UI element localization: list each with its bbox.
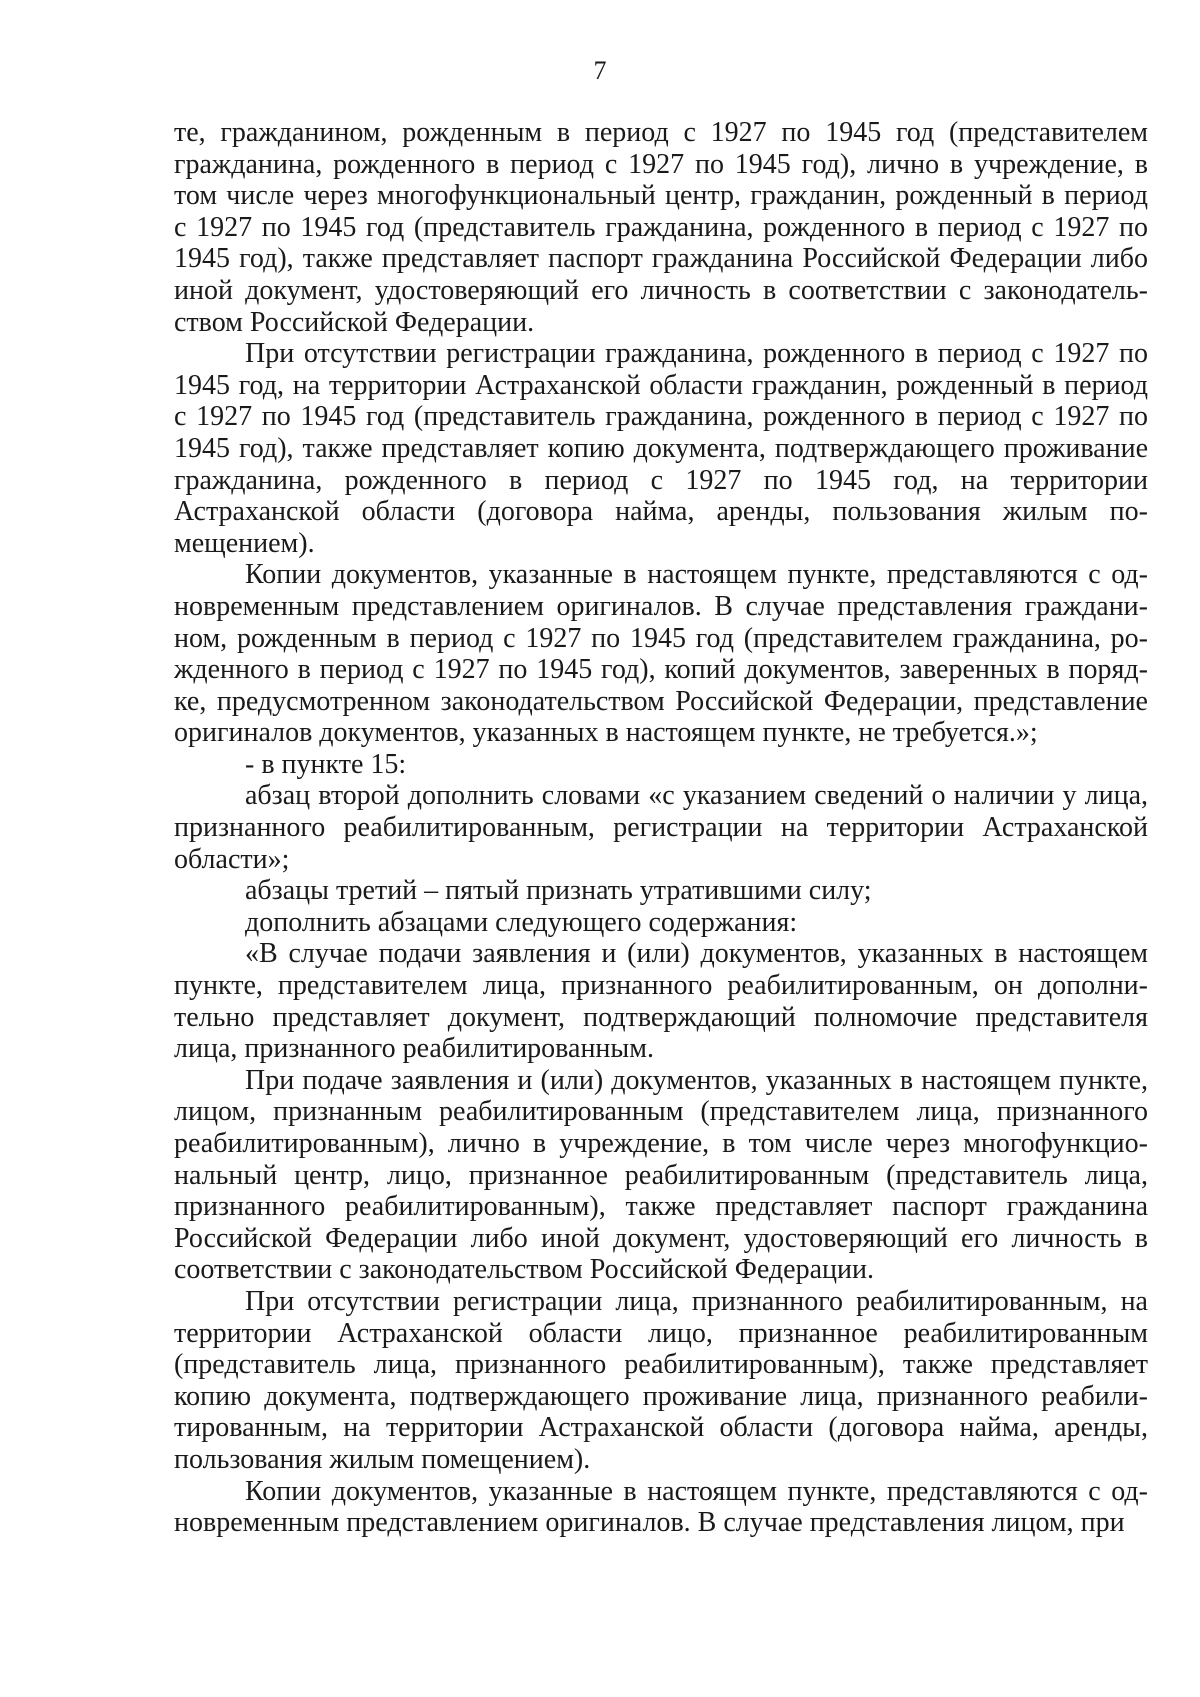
paragraph-second-abzac: абзац второй дополнить словами «с указанием сведений о наличии у лица, признанного реабилитированным, регистрации на территории Астраханской области»;	[174, 780, 1148, 875]
paragraph-abzacs-void: абзацы третий – пятый признать утратившими силу;	[245, 875, 872, 907]
paragraph-representative: «В случае подачи заявления и (или) документов, указанных в настоящем пункте, представителем лица, признанного реабилитированным, он дополнительно представляет документ, подтверждающий полномочие представителя лица, признанного реабилитированным.	[174, 938, 1148, 1065]
paragraph-supplement: дополнить абзацами следующего содержания:	[245, 906, 798, 938]
paragraph-continuation: те, гражданином, рожденным в период с 1927 по 1945 год (представителем гражданина, рожденного в период с 1927 по 1945 год), лично в учреждение, в том числе через многофункциональный центр, гражданин, рожденный в период с 1927 по 1945 год (представитель гражданина, рожденного в период с 1927 по 1945 год), также представляет паспорт гражданина Российской Федерации либо иной документ, удостоверяющий его личность в соответствии с законодательством Российской Федерации.	[174, 117, 1148, 338]
paragraph-point-15: - в пункте 15:	[245, 748, 407, 780]
paragraph-copies-final: Копии документов, указанные в настоящем пункте, представляются с одновременным представлением оригиналов. В случае представления лицом, при	[174, 1475, 1148, 1539]
page-number: 7	[593, 56, 607, 85]
paragraph-registration-absence: При отсутствии регистрации гражданина, рожденного в период с 1927 по 1945 год, на территории Астраханской области гражданин, рожденный в период с 1927 по 1945 год (представитель гражданина, рожденного в период с 1927 по 1945 год), также представляет копию документа, подтверждающего проживание гражданина, рожденного в период с 1927 по 1945 год, на территории Астраханской области (договора найма, аренды, пользования жилым помещением).	[174, 338, 1148, 559]
paragraph-document-copies: Копии документов, указанные в настоящем пункте, представляются с одновременным представлением оригиналов. В случае представления гражданином, рожденным в период с 1927 по 1945 год (представителем гражданина, рожденного в период с 1927 по 1945 год), копий документов, заверенных в порядке, предусмотренном законодательством Российской Федерации, представление оригиналов документов, указанных в настоящем пункте, не требуется.»;	[174, 559, 1148, 749]
paragraph-rehabilitated-registration: При отсутствии регистрации лица, признанного реабилитированным, на территории Астраханской области лицо, признанное реабилитированным (представитель лица, признанного реабилитированным), также представляет копию документа, подтверждающего проживание лица, признанного реабилитированным, на территории Астраханской области (договора найма, аренды, пользования жилым помещением).	[174, 1285, 1148, 1475]
paragraph-personal-submission: При подаче заявления и (или) документов, указанных в настоящем пункте, лицом, признанным реабилитированным (представителем лица, признанного реабилитированным), лично в учреждение, в том числе через многофункциональный центр, лицо, признанное реабилитированным (представитель лица, признанного реабилитированным), также представляет паспорт гражданина Российской Федерации либо иной документ, удостоверяющий его личность в соответствии с законодательством Российской Федерации.	[174, 1064, 1148, 1286]
document-body	[174, 117, 1148, 1539]
